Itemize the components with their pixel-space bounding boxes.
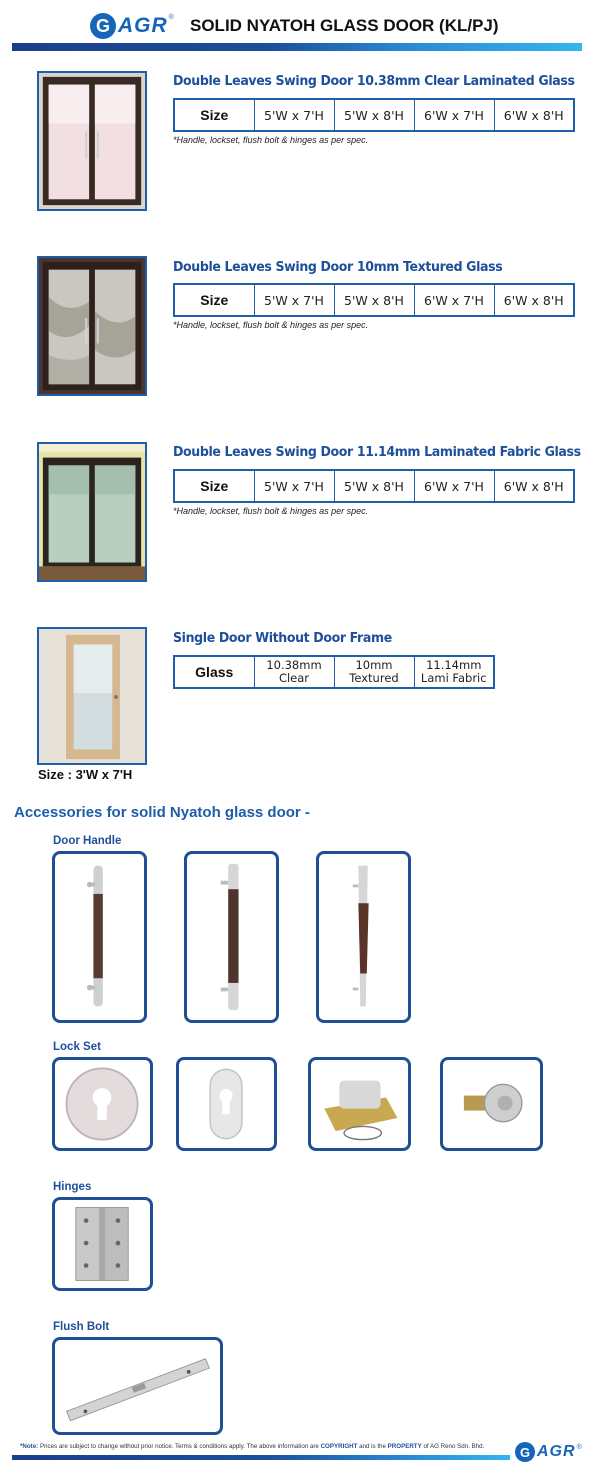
agr-logo <box>90 12 174 40</box>
size-label: Size <box>174 99 254 131</box>
door-photo-textured <box>37 256 147 396</box>
footer-agr-logo <box>515 1442 582 1462</box>
spec-note-2: *Handle, lockset, flush bolt & hinges as per spec. <box>173 320 369 330</box>
size-option: 5'W x 7'H <box>254 284 334 316</box>
glass-option <box>334 656 414 688</box>
footer-divider-bar <box>12 1455 510 1460</box>
door-photo-single <box>37 627 147 765</box>
hinge-image <box>52 1197 153 1291</box>
note-copyright: COPYRIGHT <box>320 1443 358 1450</box>
glass-option <box>254 656 334 688</box>
glass-option-line1: 11.14mm <box>426 658 482 672</box>
glass-label: Glass <box>174 656 254 688</box>
glass-option-line2: Textured <box>349 671 399 685</box>
flush-bolt-image <box>52 1337 223 1435</box>
size-option: 6'W x 8'H <box>494 99 574 131</box>
spec-note-3: *Handle, lockset, flush bolt & hinges as per spec. <box>173 506 369 516</box>
size-option: 5'W x 7'H <box>254 99 334 131</box>
size-option: 5'W x 7'H <box>254 470 334 502</box>
glass-option-line1: 10mm <box>355 658 393 672</box>
header-divider-bar <box>12 43 582 51</box>
flush-bolt-label: Flush Bolt <box>53 1321 110 1333</box>
size-label: Size <box>174 284 254 316</box>
lock-set-label: Lock Set <box>53 1041 101 1053</box>
glass-option-line2: Lami Fabric <box>420 671 487 685</box>
page-header <box>0 0 596 56</box>
size-option: 6'W x 8'H <box>494 284 574 316</box>
door-handle-image-1 <box>52 851 147 1023</box>
door-title-2: Double Leaves Swing Door 10mm Textured Glass <box>173 259 503 275</box>
lock-set-image-1 <box>52 1057 153 1151</box>
glass-option-line1: 10.38mm <box>266 658 322 672</box>
logo-mark: G <box>515 1442 535 1462</box>
size-option: 5'W x 8'H <box>334 284 414 316</box>
size-option: 6'W x 7'H <box>414 99 494 131</box>
size-option: 6'W x 7'H <box>414 470 494 502</box>
size-table-3 <box>173 469 575 503</box>
logo-registered: ® <box>168 14 174 21</box>
accessories-title: Accessories for solid Nyatoh glass door - <box>14 804 310 821</box>
spec-note-1: *Handle, lockset, flush bolt & hinges as per spec. <box>173 135 369 145</box>
page-title: SOLID NYATOH GLASS DOOR (KL/PJ) <box>190 16 499 35</box>
lock-set-image-4 <box>440 1057 543 1151</box>
size-option: 6'W x 8'H <box>494 470 574 502</box>
glass-table <box>173 655 495 689</box>
door-handle-image-3 <box>316 851 411 1023</box>
logo-text: AGR <box>118 14 168 37</box>
door-title-3: Double Leaves Swing Door 11.14mm Laminated Fabric Glass <box>173 444 581 460</box>
size-label: Size <box>174 470 254 502</box>
single-door-size: Size : 3'W x 7'H <box>38 767 133 782</box>
logo-registered: ® <box>576 1444 582 1451</box>
footer-note <box>20 1443 484 1450</box>
door-handle-image-2 <box>184 851 279 1023</box>
size-table-1 <box>173 98 575 132</box>
note-text: and is the <box>357 1443 388 1450</box>
glass-option <box>414 656 494 688</box>
note-prefix: *Note: <box>20 1443 39 1450</box>
door-handle-label: Door Handle <box>53 835 122 847</box>
door-photo-clear-laminated <box>37 71 147 211</box>
logo-mark: G <box>90 13 116 39</box>
logo-text: AGR <box>537 1443 576 1460</box>
single-door-title: Single Door Without Door Frame <box>173 630 392 646</box>
glass-option-line2: Clear <box>278 671 310 685</box>
size-option: 6'W x 7'H <box>414 284 494 316</box>
hinges-label: Hinges <box>53 1181 92 1193</box>
door-photo-laminated-fabric <box>37 442 147 582</box>
door-title-1: Double Leaves Swing Door 10.38mm Clear Laminated Glass <box>173 73 575 89</box>
size-table-2 <box>173 283 575 317</box>
size-option: 5'W x 8'H <box>334 470 414 502</box>
note-text: Prices are subject to change without prior notice. Terms & conditions apply. The above information are <box>38 1443 321 1450</box>
note-text: of AG Reno Sdn. Bhd. <box>421 1443 485 1450</box>
note-property: PROPERTY <box>387 1443 422 1450</box>
lock-set-image-3 <box>308 1057 411 1151</box>
size-option: 5'W x 8'H <box>334 99 414 131</box>
lock-set-image-2 <box>176 1057 277 1151</box>
